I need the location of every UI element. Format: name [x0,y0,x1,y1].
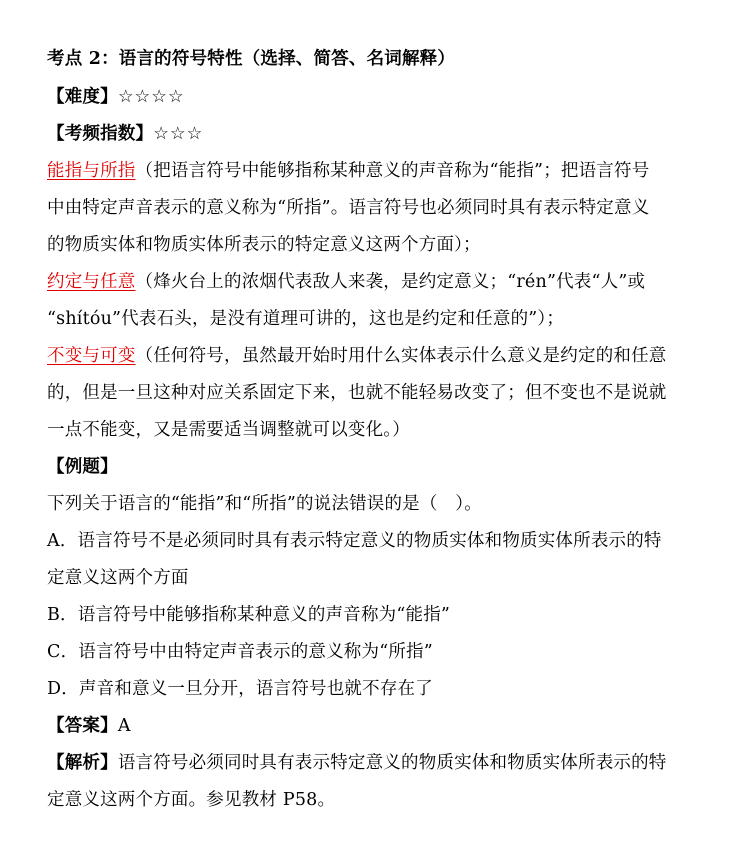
section-heading: 考点 2：语言的符号特性（选择、简答、名词解释） [47,49,456,69]
analysis-text-1: 语言符号必须同时具有表示特定意义的物质实体和物质实体所表示的特 [117,753,667,773]
point-1-term: 能指与所指 [47,161,136,181]
analysis-line-2: 定意义这两个方面。参见教材 P58。 [47,790,336,810]
point-2-line-2: “shítóu”代表石头，是没有道理可讲的，这也是约定和任意的”）； [47,309,565,329]
option-a-line-2: 定意义这两个方面 [47,568,189,588]
difficulty-stars: ☆☆☆☆ [117,87,185,107]
answer-value: A [117,716,131,736]
point-3-term: 不变与可变 [47,346,136,366]
point-3-text-1: （任何符号，虽然最开始时用什么实体表示什么意义是约定的和任意 [135,346,667,366]
point-1-line-2: 中由特定声音表示的意义称为“所指”。语言符号也必须同时具有表示特定意义 [47,198,650,218]
difficulty-row [47,86,707,108]
point-2-text-1: （烽火台上的浓烟代表敌人来袭，是约定意义；“rén”代表“人”或 [135,272,646,292]
point-3-line-1 [47,345,707,367]
answer-row [47,715,707,737]
difficulty-label: 【难度】 [47,87,118,107]
frequency-label: 【考频指数】 [47,124,154,144]
analysis-label: 【解析】 [47,753,118,773]
point-2-line-1 [47,271,707,293]
example-question: 下列关于语言的“能指”和“所指”的说法错误的是（ ）。 [47,494,482,514]
point-3-line-2: 的，但是一旦这种对应关系固定下来，也就不能轻易改变了；但不变也不是说就 [47,383,667,403]
analysis-line-1 [47,752,707,774]
point-3-line-3: 一点不能变，又是需要适当调整就可以变化。） [47,420,410,440]
example-label: 【例题】 [47,457,118,477]
option-b: B．语言符号中能够指称某种意义的声音称为“能指” [47,605,451,625]
point-1-line-3: 的物质实体和物质实体所表示的特定意义这两个方面）； [47,235,481,255]
option-c: C．语言符号中由特定声音表示的意义称为“所指” [47,642,433,662]
answer-label: 【答案】 [47,716,118,736]
option-d: D．声音和意义一旦分开，语言符号也就不存在了 [47,679,433,699]
option-a-line-1: A．语言符号不是必须同时具有表示特定意义的物质实体和物质实体所表示的特 [47,531,662,551]
point-1-line-1 [47,160,707,182]
point-2-term: 约定与任意 [47,272,136,292]
frequency-row [47,123,707,145]
point-1-text-1: （把语言符号中能够指称某种意义的声音称为“能指”；把语言符号 [135,161,650,181]
frequency-stars: ☆☆☆ [153,124,204,144]
